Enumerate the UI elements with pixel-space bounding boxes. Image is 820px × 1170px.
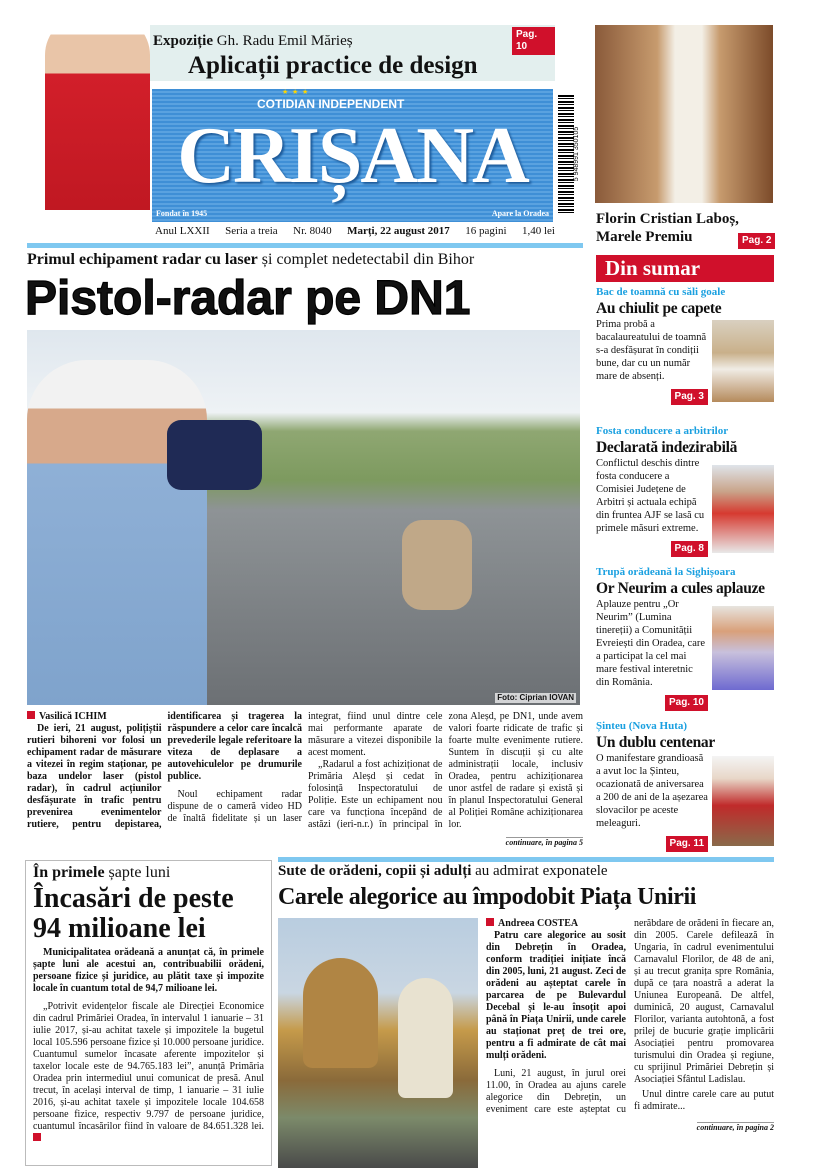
summary-item[interactable] (596, 286, 774, 405)
issue-date: Marți, 22 august 2017 (347, 225, 450, 237)
laureate-photo[interactable] (595, 25, 773, 203)
floats-article-wrap (486, 918, 774, 1135)
eu-stars-icon: ★ ★ ★ (282, 88, 310, 96)
masthead-tagline: COTIDIAN INDEPENDENT (257, 97, 405, 111)
lead-headline[interactable]: Pistol-radar pe DN1 (25, 272, 471, 325)
summary-text: Prima probă a bacalaureatului de toamnă s-a desfășurat în condiții bune, dar cu un număr mare de absenți. (596, 319, 707, 382)
taxes-box[interactable] (25, 860, 272, 1166)
summary-text: Conflictul deschis dintre fosta conducere a Comisiei Județene de Arbitri și actuala echipă din fruntea AJF se lasă cu primele măsuri extreme. (596, 458, 705, 534)
lead-author: Vasilică ICHIM (27, 711, 162, 723)
lead-paragraph: Noul echipament radar dispune de o cameră video HD de înaltă fidelitate și un laser integrat, fiind unul dintre cele mai performante aparate de măsurare a vitezei disponibile la acest moment. (167, 711, 443, 824)
floats-intro: Patru care alegorice au sosit din Debrețin în Oradea, conform tradiției inițiate încă din 2005, luni, 21 august. Zeci de orădeni au așteptat carele în parcarea de pe Bulevardul Decebal și le-au însoțit apoi până în Piața Unirii, unde carele au staționat preț de trei ore, pentru a fi admirate de cât mai mulți orădeni. (486, 930, 626, 1061)
bullet-square-icon (486, 918, 494, 926)
summary-text: Aplauze pentru „Or Neurim” (Lumina tinereții) a Comunității Evreiești din Oradea, care a participat la cel mai mare festival interetnic din România. (596, 599, 706, 688)
divider (27, 243, 583, 248)
floats-photo[interactable] (278, 918, 478, 1168)
barcode-number: 5 948991 350105 (573, 126, 580, 182)
lead-quote: „Radarul a fost achiziționat de Primăria Aleșd și cedat în folosință Inspectoratului de Poliție. Este un echipament nou care va funcționa începând de astăzi (ieri-n.r.) în principal în zona Aleșd, pe DN1, unde avem valori foarte ridicate de trafic și foarte multe evenimente rutiere. Suntem în discuții și cu alte administrații locale, inclusiv Oradea, pentru achiziționarea unor astfel de radare și există și în planul Inspectoratului General al Poliției Române achiziționarea lor. (308, 711, 583, 830)
floats-kicker-bold: Sute de orădeni, copii și adulți (278, 863, 472, 879)
summary-item[interactable] (596, 566, 774, 711)
summary-kicker: Șinteu (Nova Huta) (596, 720, 688, 732)
summary-page-badge: Pag. 3 (671, 389, 708, 405)
summary-kicker: Bac de toamnă cu săli goale (596, 286, 726, 298)
issue-pages: 16 pagini (465, 225, 507, 237)
issue-number: Nr. 8040 (293, 225, 332, 237)
lead-continued-link[interactable]: continuare, în pagina 5 (505, 838, 583, 847)
lion-float (303, 958, 378, 1068)
floats-kicker (278, 863, 608, 880)
taxes-intro: Municipalitatea orădeană a anunțat că, în primele șapte luni ale acestui an, contribuabilii orădeni, persoane fizice și juridice, au plătit taxe și impozite locale în cuantum total de 94,7 milioane lei. (33, 947, 264, 994)
issue-series: Seria a treia (225, 225, 278, 237)
bullet-square-icon (27, 711, 35, 719)
summary-photo (712, 465, 774, 553)
police-officer (27, 360, 207, 705)
taxes-body: „Potrivit evidențelor fiscale ale Direcției Economice din cadrul Primăriei Oradea, în intervalul 1 ianuarie – 31 iulie 2017, și-au achitat taxele și impozitele la bugetul local 105.596 persoane fizice și 10.000 persoane juridice. Cuantumul sumelor încasate aferente impozitelor și taxelor locale este de 94.765.183 lei”, anunță Primăria Oradea prin intermediul unui comunicat de presă. Anul trecut, în același interval de timp, 1 ianuarie – 31 iulie 2016, și-au achitat taxele și impozitele locale 104.658 persoane fizice, respectiv 9.797 de persoane juridice, cuantumul încasărilor fiind în valoare de 84.651.328 lei. (33, 1001, 264, 1145)
summary-photo (712, 606, 774, 690)
barcode-icon (558, 95, 574, 215)
angel-float (398, 978, 453, 1098)
summary-title: Au chiulit pe capete (596, 300, 722, 317)
floats-paragraph: Luni, 21 august, în jurul orei 11.00, în Oradea au ajuns carele alegorice din Debrețin, un eveniment care este așteptat cu nerăbdare de orădeni în fiecare an, din 2005. Carele defilează în Ungaria, în cadrul evenimentului Carnavalul Florilor, de 48 de ani, și au trecut granița spre România, după ce țara noastră a aderat la Uniunea Europeană. De altfel, duminică, 20 august, Carnavalul Florilor, varianta autohtonă, a fost prilej de bucurie grație implicării Asociației pentru promovarea turismului din Oradea și regiune, cu sprijinul Primăriei Debrețin și Asociației Sfântul Ladislau. (486, 918, 774, 1115)
summary-title: Declarată indezirabilă (596, 439, 738, 456)
taxes-kicker-rest: șapte luni (104, 864, 171, 881)
summary-kicker: Trupă orădeană la Sighișoara (596, 566, 736, 578)
masthead[interactable] (152, 89, 553, 222)
summary-title: Un dublu centenar (596, 734, 715, 751)
teaser-kicker-bold: Expoziție (153, 33, 213, 49)
issue-year: Anul LXXII (155, 225, 210, 237)
issue-price: 1,40 lei (521, 225, 555, 237)
floats-headline[interactable]: Carele alegorice au împodobit Piața Unirii (278, 884, 697, 910)
masthead-appears: Apare la Oradea (491, 209, 549, 218)
masthead-founded: Fondat în 1945 (156, 209, 208, 218)
end-square-icon (33, 1133, 41, 1141)
tanker-truck (402, 520, 472, 610)
radar-gun (167, 420, 262, 490)
floats-author: Andreea COSTEA (486, 918, 626, 930)
teaser-title: Aplicații practice de design (188, 52, 478, 79)
laureate-title[interactable]: Florin Cristian Laboș, Marele Premiu (596, 211, 739, 245)
lead-intro: De ieri, 21 august, polițiștii rutieri bihoreni vor folosi un echipament radar de măsurare a vitezei în regim staționar, pe baza undelor laser (pistol radar), în cadrul acțiunilor desfășurate în trafic pentru prevenirea evenimentelor rutiere, pentru depistarea, identificarea și tragerea la răspundere a celor care încalcă prevederile legale referitoare la viteza de deplasare a autovehiculelor pe drumurile publice. (27, 711, 302, 830)
floats-continued-link[interactable]: continuare, în pagina 2 (696, 1123, 774, 1132)
lead-article (27, 711, 583, 831)
teaser-page-badge: Pag. 10 (512, 27, 555, 55)
summary-page-badge: Pag. 8 (671, 541, 708, 557)
masthead-name: CRIȘANA (177, 112, 528, 200)
teaser-box[interactable] (150, 25, 555, 81)
teaser-woman-photo (45, 15, 150, 210)
floats-kicker-rest: au admirat exponatele (471, 863, 608, 879)
taxes-kicker (33, 864, 264, 882)
summary-page-badge: Pag. 11 (666, 836, 708, 852)
photo-credit: Foto: Ciprian IOVAN (497, 693, 574, 702)
taxes-headline: Încasări de peste 94 milioane lei (33, 883, 234, 944)
lead-kicker-bold: Primul echipament radar cu laser (27, 251, 258, 268)
issue-info (155, 225, 555, 238)
taxes-kicker-bold: În primele (33, 864, 105, 881)
summary-item[interactable] (596, 720, 774, 852)
lead-article-wrap (27, 711, 583, 850)
summary-kicker: Fosta conducere a arbitrilor (596, 425, 729, 437)
summary-title: Or Neurim a cules aplauze (596, 580, 765, 597)
summary-photo (712, 756, 774, 846)
floats-paragraph-2: Unul dintre carele care au putut fi admirate... (634, 1089, 774, 1112)
summary-text: O manifestare grandioasă a avut loc la Șinteu, ocazionată de aniversarea a 200 de ani de la așezarea slovacilor pe aceste meleaguri. (596, 753, 708, 829)
divider (278, 857, 774, 862)
teaser-kicker: Gh. Radu Emil Mărieș (213, 33, 353, 49)
summary-item[interactable] (596, 425, 774, 557)
floats-article (486, 918, 774, 1116)
summary-photo (712, 320, 774, 402)
lead-kicker-rest: și complet nedetectabil din Bihor (257, 251, 475, 268)
lead-photo[interactable] (27, 330, 580, 705)
summary-page-badge: Pag. 10 (665, 695, 708, 711)
lead-kicker (27, 251, 474, 269)
laureate-page-badge: Pag. 2 (738, 233, 775, 249)
summary-header: Din sumar (596, 255, 774, 282)
